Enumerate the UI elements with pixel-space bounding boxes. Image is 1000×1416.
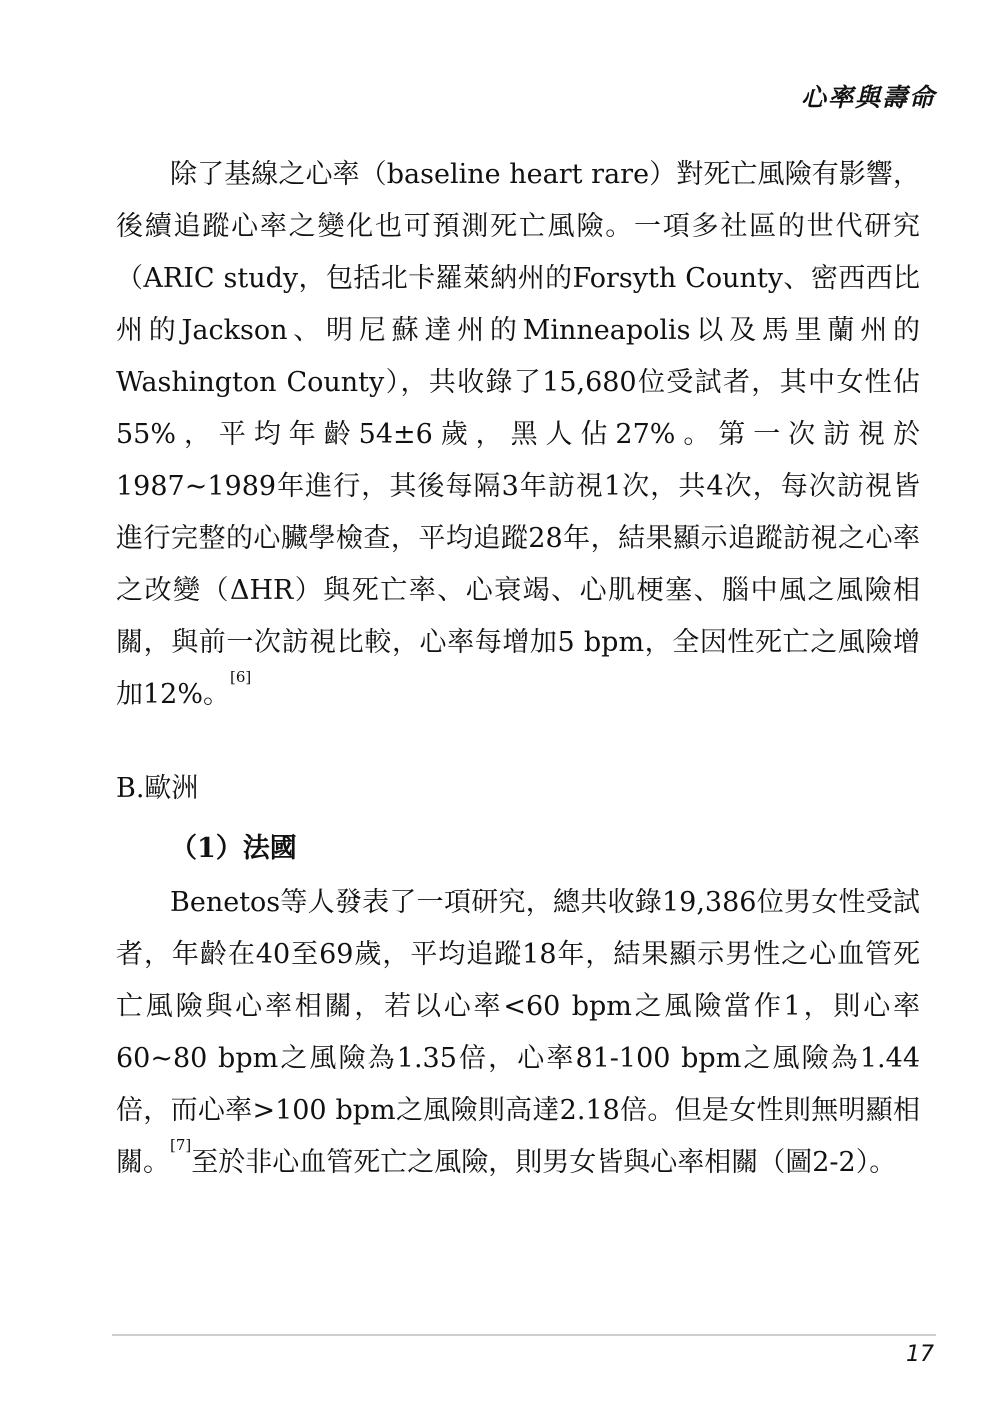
footer-rule [112, 1334, 936, 1336]
section-heading-europe: B.歐洲 [116, 773, 199, 804]
page-number: 17 [906, 1342, 934, 1367]
paragraph-benetos-continuation: 至於非心血管死亡之風險，則男女皆與心率相關（圖2-2）。 [191, 1147, 897, 1178]
paragraph-aric [116, 149, 920, 721]
reference-7: [7] [170, 1136, 192, 1154]
body-text [116, 149, 920, 1189]
reference-6: [6] [230, 668, 252, 686]
paragraph-benetos-text: Benetos等人發表了一項研究，總共收錄19,386位男女性受試者，年齡在40至69歲，平均追蹤18年，結果顯示男性之心血管死亡風險與心率相關，若以心率<60 bpm之風險當作1，則心率60~80 bpm之風險為1.35倍，心率81-100 bpm之風險為1.44倍，而心率>100 bpm之風險則高達2.18倍。但是女性則無明顯相關。 [116, 887, 920, 1178]
subsection-heading-france: （1）法國 [170, 833, 297, 864]
running-title: 心率與壽命 [800, 83, 936, 112]
paragraph-benetos [116, 877, 920, 1189]
paragraph-aric-text: 除了基線之心率（baseline heart rare）對死亡風險有影響，後續追蹤心率之變化也可預測死亡風險。一項多社區的世代研究（ARIC study，包括北卡羅萊納州的Forsyth County、密西西比州的Jackson、明尼蘇達州的Minneapolis以及馬里蘭州的Washington County），共收錄了15,680位受試者，其中女性佔55%，平均年齡54±6歲，黑人佔27%。第一次訪視於1987~1989年進行，其後每隔3年訪視1次，共4次，每次訪視皆進行完整的心臟學檢查，平均追蹤28年，結果顯示追蹤訪視之心率之改變（ΔHR）與死亡率、心衰竭、心肌梗塞、腦中風之風險相關，與前一次訪視比較，心率每增加5 bpm，全因性死亡之風險增加12%。 [116, 159, 920, 710]
